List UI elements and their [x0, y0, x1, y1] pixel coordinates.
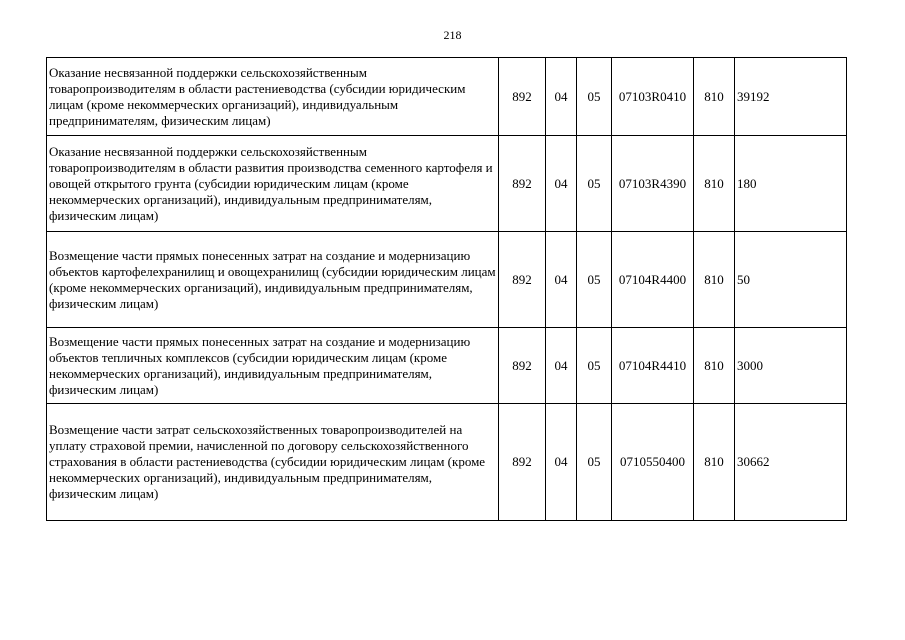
table-row — [47, 328, 847, 404]
ministry-code: 892 — [499, 404, 546, 521]
expense-type-code: 810 — [694, 404, 735, 521]
table-row — [47, 404, 847, 521]
row-description: Возмещение части прямых понесенных затрат на создание и модернизацию объектов картофелехранилищ и овощехранилищ (субсидии юридическим лицам (кроме некоммерческих организаций), индивидуальным предпринимателям, физическим лицам) — [47, 232, 499, 328]
expense-type-code: 810 — [694, 328, 735, 404]
ministry-code: 892 — [499, 58, 546, 136]
subsection-code: 05 — [577, 58, 612, 136]
section-code: 04 — [546, 58, 577, 136]
expense-type-code: 810 — [694, 136, 735, 232]
budget-table — [46, 57, 847, 521]
expense-type-code: 810 — [694, 58, 735, 136]
target-article-code: 07104R4410 — [612, 328, 694, 404]
subsection-code: 05 — [577, 404, 612, 521]
expense-type-code: 810 — [694, 232, 735, 328]
table-row — [47, 58, 847, 136]
section-code: 04 — [546, 404, 577, 521]
target-article-code: 07103R0410 — [612, 58, 694, 136]
target-article-code: 0710550400 — [612, 404, 694, 521]
table-row — [47, 136, 847, 232]
subsection-code: 05 — [577, 328, 612, 404]
target-article-code: 07104R4400 — [612, 232, 694, 328]
target-article-code: 07103R4390 — [612, 136, 694, 232]
ministry-code: 892 — [499, 232, 546, 328]
row-description: Возмещение части затрат сельскохозяйственных товаропроизводителей на уплату страховой премии, начисленной по договору сельскохозяйственного страхования в области растениеводства (субсидии юридическим лицам (кроме некоммерческих организаций), индивидуальным предпринимателям, физическим лицам) — [47, 404, 499, 521]
row-description: Оказание несвязанной поддержки сельскохозяйственным товаропроизводителям в области растениеводства (субсидии юридическим лицам (кроме некоммерческих организаций), индивидуальным предпринимателям, физическим лицам) — [47, 58, 499, 136]
subsection-code: 05 — [577, 136, 612, 232]
amount: 180 — [735, 136, 847, 232]
amount: 39192 — [735, 58, 847, 136]
row-description: Возмещение части прямых понесенных затрат на создание и модернизацию объектов тепличных комплексов (субсидии юридическим лицам (кроме некоммерческих организаций), индивидуальным предпринимателям, физическим лицам) — [47, 328, 499, 404]
page-number: 218 — [443, 28, 462, 42]
section-code: 04 — [546, 232, 577, 328]
ministry-code: 892 — [499, 328, 546, 404]
section-code: 04 — [546, 328, 577, 404]
row-description: Оказание несвязанной поддержки сельскохозяйственным товаропроизводителям в области развития производства семенного картофеля и овощей открытого грунта (субсидии юридическим лицам (кроме некоммерческих организаций), индивидуальным предпринимателям, физическим лицам) — [47, 136, 499, 232]
ministry-code: 892 — [499, 136, 546, 232]
table-row — [47, 232, 847, 328]
amount: 50 — [735, 232, 847, 328]
amount: 3000 — [735, 328, 847, 404]
section-code: 04 — [546, 136, 577, 232]
amount: 30662 — [735, 404, 847, 521]
subsection-code: 05 — [577, 232, 612, 328]
